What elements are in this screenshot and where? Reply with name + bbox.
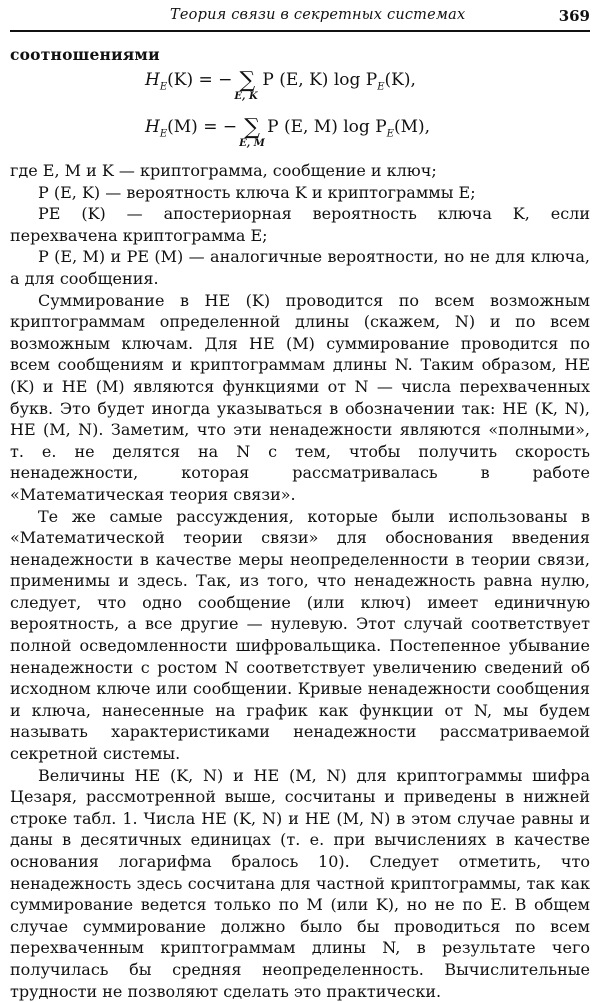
formula-lhs: H <box>145 70 160 90</box>
formula-message-equivocation <box>145 115 431 149</box>
formula-lhs-arg: (K) = − <box>167 70 233 90</box>
formula-rhs: P (E, K) log P <box>262 70 378 90</box>
formula-lhs: H <box>145 117 160 137</box>
page-header <box>10 4 590 32</box>
page-number: 369 <box>558 7 590 25</box>
sum-limits: E, M <box>239 138 265 149</box>
body-text <box>10 160 590 1002</box>
paragraph-joint-probability: P (E, K) — вероятность ключа K и криптограммы E; <box>38 182 476 202</box>
formula-lhs-arg: (M) = − <box>167 117 238 137</box>
lead-text: соотношениями <box>10 45 160 64</box>
paragraph-posterior-probability: PE (K) — апостериорная вероятность ключа K, если перехвачена криптограмма E; <box>10 204 590 245</box>
paragraph-caesar-cipher: Величины HE (K, N) и HE (M, N) для криптограммы шифра Цезаря, рассмотренной выше, сосчитаны и приведены в нижней строке табл. 1. Числа HE (K, N) и HE (M, N) в этом случае равны и даны в десятичных единицах (т. е. при вычислениях в качестве основания логарифма бралось 10). Следует отметить, что ненадежность здесь сосчитана для частной криптограммы, так как суммирование ведется только по M (или K), но не по E. В общем случае суммирование должно было бы проводиться по всем перехваченным криптограммам длины N, в результате чего получилась бы средняя неопределенность. Вычислительные трудности не позволяют сделать это практически. <box>10 765 590 1001</box>
formula-rhs-sub: E <box>377 81 385 93</box>
paragraph-summation: Суммирование в HE (K) проводится по всем возможным криптограммам определенной длины (скажем, N) и по всем возможным ключам. Для HE (M) суммирование проводится по всем сообщениям и криптограммам длины N. Таким образом, HE (K) и HE (M) являются функциями от N — числа перехваченных букв. Это будет иногда указываться в обозначении так: HE (K, N), HE (M, N). Заметим, что эти ненадежности являются «полными», т. е. не делятся на N с тем, чтобы получить скорость ненадежности, которая рассматривалась в работе «Математическая теория связи». <box>10 290 590 504</box>
sum-sign: ∑ E, M <box>239 115 265 149</box>
sum-sign: ∑ E, K <box>234 68 258 102</box>
formula-rhs-sub: E <box>386 128 394 140</box>
formula-lhs-sub: E <box>159 81 168 93</box>
formula-lhs-sub: E <box>159 128 168 140</box>
paragraph-definitions: где E, M и K — криптограмма, сообщение и ключ; <box>10 161 437 180</box>
formula-key-equivocation <box>145 68 416 102</box>
formula-rhs: P (E, M) log P <box>267 117 387 137</box>
paragraph-analogous-probabilities: P (E, M) и PE (M) — аналогичные вероятности, но не для ключа, а для сообщения. <box>10 247 590 288</box>
running-title: Теория связи в секретных системах <box>170 7 466 23</box>
paragraph-reasoning: Те же самые рассуждения, которые были использованы в «Математической теории связи» для обоснования введения ненадежности в качестве меры неопределенности в теории связи, применимы и здесь. Так, из того, что ненадежность равна нулю, следует, что одно сообщение (или ключ) имеет единичную вероятность, а все другие — нулевую. Этот случай соответствует полной осведомленности шифровальщика. Постепенное убывание ненадежности с ростом N соответствует увеличению сведений об исходном ключе или сообщении. Кривые ненадежности сообщения и ключа, нанесенные на график как функции от N, мы будем называть характеристиками ненадежности рассматриваемой секретной системы. <box>10 506 590 764</box>
formula-rhs-end: (M), <box>393 117 431 137</box>
formula-rhs-end: (K), <box>384 70 416 90</box>
sum-limits: E, K <box>234 91 258 102</box>
